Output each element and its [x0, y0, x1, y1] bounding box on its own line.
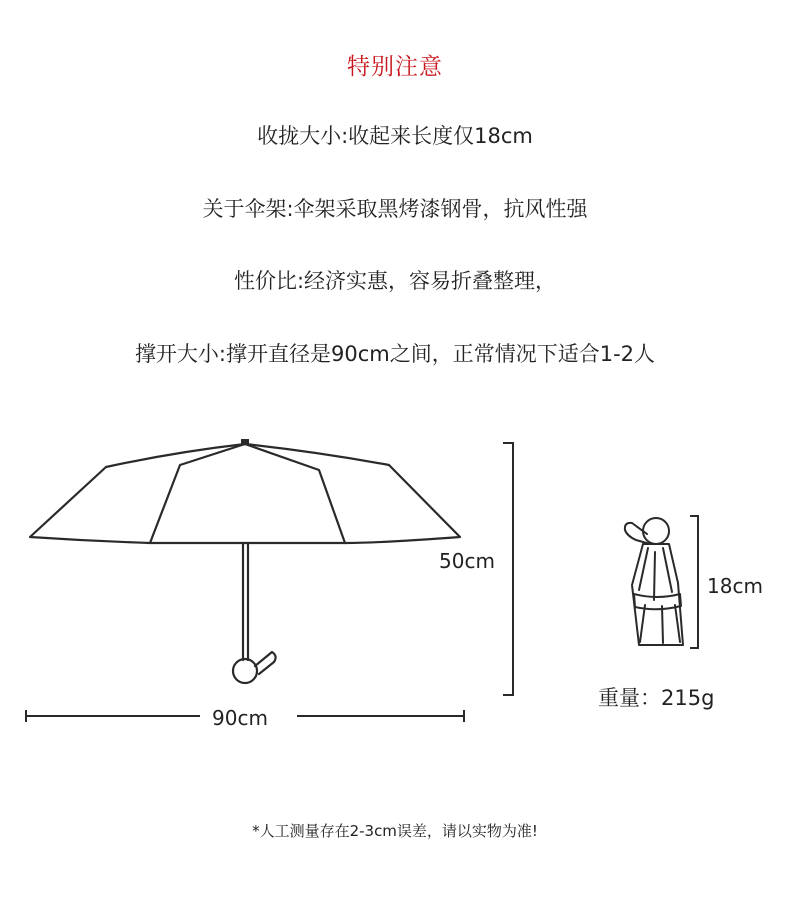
- weight-label: 重量：215g: [598, 686, 715, 710]
- open-umbrella-illustration: [30, 439, 460, 683]
- height-marker-folded: [690, 516, 699, 648]
- spec-value: 性价比:经济实惠，容易折叠整理，: [233, 269, 557, 293]
- spec-folded-size: 收拢大小:收起来长度仅18cm: [257, 124, 533, 148]
- folded-length-label: 18cm: [707, 574, 763, 598]
- spec-frame: 关于伞架:伞架采取黑烤漆钢骨，抗风性强: [202, 197, 588, 221]
- height-marker-open: [503, 443, 514, 695]
- spec-open-size: 撑开大小:撑开直径是90cm之间，正常情况下适合1-2人: [134, 342, 656, 366]
- folded-umbrella-illustration: [625, 518, 683, 645]
- measurement-note: *人工测量存在2-3cm误差，请以实物为准!: [252, 822, 538, 840]
- open-width-label: 90cm: [212, 706, 268, 730]
- open-height-label: 50cm: [439, 549, 495, 573]
- page-title: 特别注意: [347, 54, 443, 80]
